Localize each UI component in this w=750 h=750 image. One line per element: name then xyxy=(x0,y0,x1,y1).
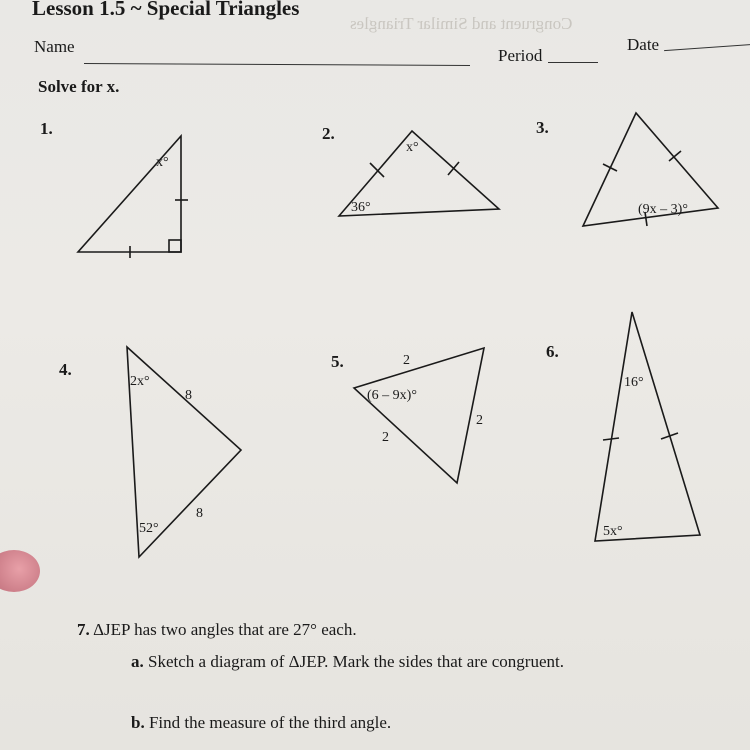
problem-number-1: 1. xyxy=(40,119,53,138)
triangle-6-angle-label-top: 16° xyxy=(624,375,644,390)
question-7b-text: Find the measure of the third angle. xyxy=(148,713,392,732)
question-7b-letter: b. xyxy=(131,713,145,732)
triangle-2-angle-label-base: 36° xyxy=(351,200,371,215)
problem-number-2: 2. xyxy=(322,124,335,143)
lesson-title: Lesson 1.5 ~ Special Triangles xyxy=(32,0,300,20)
congruence-tick-6a xyxy=(603,438,619,440)
triangle-4-side-label-bottom: 8 xyxy=(196,506,203,521)
triangle-5-side-label-left: 2 xyxy=(382,430,389,445)
question-7a-letter: a. xyxy=(131,652,144,671)
problem-number-5: 5. xyxy=(331,352,344,371)
triangle-4-angle-label-bottom: 52° xyxy=(139,521,159,536)
triangle-6-angle-label-base: 5x° xyxy=(603,524,623,539)
triangle-4-angle-label-top: 2x° xyxy=(130,374,150,389)
triangle-6 xyxy=(595,312,700,541)
question-7a xyxy=(131,652,564,672)
period-label: Period xyxy=(498,46,543,65)
question-7-text: ΔJEP has two angles that are 27° each. xyxy=(93,620,357,639)
triangle-5 xyxy=(354,348,484,483)
triangle-1 xyxy=(78,136,181,252)
name-label: Name xyxy=(34,37,75,56)
problem-number-6: 6. xyxy=(546,342,559,361)
right-angle-mark-1 xyxy=(169,240,181,252)
question-7a-text: Sketch a diagram of ΔJEP. Mark the sides that are congruent. xyxy=(148,652,564,671)
triangle-4-side-label-top: 8 xyxy=(185,388,192,403)
question-7-number: 7. xyxy=(77,620,90,639)
triangle-1-angle-label: x° xyxy=(156,155,169,170)
triangle-2-angle-label-top: x° xyxy=(406,140,419,155)
problem-number-4: 4. xyxy=(59,360,72,379)
bleed-through-text: Congruent and Similar Triangles xyxy=(350,14,573,33)
problem-number-3: 3. xyxy=(536,118,549,137)
question-7b xyxy=(131,713,391,733)
triangle-5-side-label-right: 2 xyxy=(476,413,483,428)
date-label: Date xyxy=(627,35,660,54)
triangle-5-side-label-top: 2 xyxy=(403,353,410,368)
triangle-5-angle-label: (6 – 9x)° xyxy=(367,388,417,403)
triangle-3-angle-label: (9x – 3)° xyxy=(638,202,688,217)
instructions: Solve for x. xyxy=(38,77,120,96)
question-7 xyxy=(77,620,357,640)
